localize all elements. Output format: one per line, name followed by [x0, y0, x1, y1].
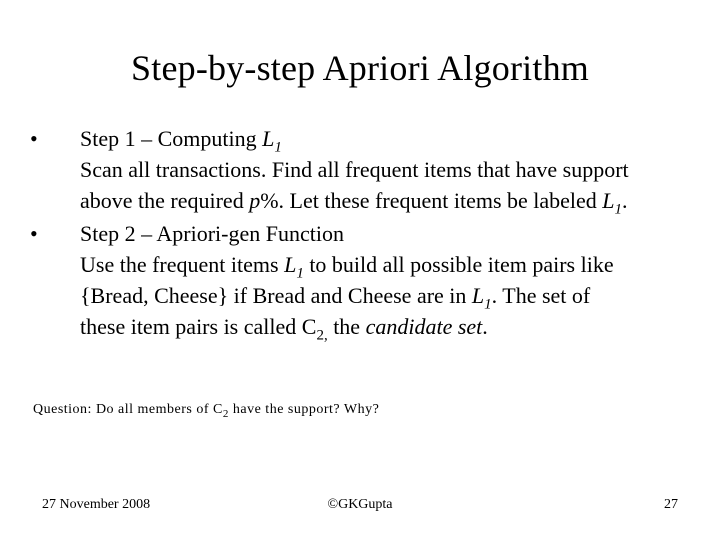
bullet-marker: • — [30, 126, 38, 151]
question-text — [33, 400, 379, 420]
math-subscript: 2, — [316, 327, 328, 344]
bullet-line — [80, 311, 700, 342]
bullet-line — [80, 249, 700, 280]
bullet-line — [80, 185, 700, 216]
math-subscript: 1 — [614, 201, 623, 218]
bullet-heading — [80, 123, 700, 154]
footer-page-number: 27 — [664, 497, 678, 512]
text-fragment: . — [482, 314, 488, 339]
bullet-item-step-1 — [30, 123, 700, 216]
text-fragment: Question: Do all members of C — [33, 402, 223, 417]
bullet-body — [80, 218, 700, 342]
footer-author: ©GKGupta — [327, 497, 393, 512]
text-fragment: above the required — [80, 188, 250, 213]
math-symbol: L — [262, 126, 275, 151]
text-fragment: {Bread, Cheese} if Bread and Cheese are in — [80, 283, 472, 308]
bullet-list — [30, 123, 700, 342]
math-subscript: 1 — [274, 139, 282, 156]
text-fragment: . — [622, 188, 628, 213]
bullet-item-step-2 — [30, 218, 700, 342]
heading-text: Step 1 – Computing — [80, 126, 263, 151]
math-symbol: L — [471, 283, 485, 308]
bullet-line: Scan all transactions. Find all frequent items that have support — [80, 157, 629, 182]
slide-title: Step-by-step Apriori Algorithm — [131, 48, 589, 88]
emphasis-text: candidate set — [365, 314, 483, 339]
text-fragment: . The set of — [491, 283, 591, 308]
bullet-heading: Step 2 – Apriori-gen Function — [80, 221, 344, 246]
text-fragment: to build all possible item pairs like — [303, 252, 614, 277]
math-symbol: L — [602, 188, 615, 213]
math-subscript: 1 — [484, 296, 492, 313]
math-symbol: p — [249, 188, 261, 213]
bullet-body — [80, 123, 700, 216]
text-fragment: %. Let these frequent items be labeled — [260, 188, 603, 213]
text-fragment: have the support? Why? — [228, 402, 380, 417]
math-symbol: L — [284, 252, 297, 277]
math-subscript: 2 — [222, 407, 229, 420]
footer-date: 27 November 2008 — [42, 497, 151, 512]
math-subscript: 1 — [296, 265, 304, 282]
bullet-line — [80, 280, 700, 311]
text-fragment: these item pairs is called C — [80, 314, 317, 339]
text-fragment: the — [327, 314, 366, 339]
bullet-marker: • — [30, 221, 38, 246]
text-fragment: Use the frequent items — [80, 252, 285, 277]
